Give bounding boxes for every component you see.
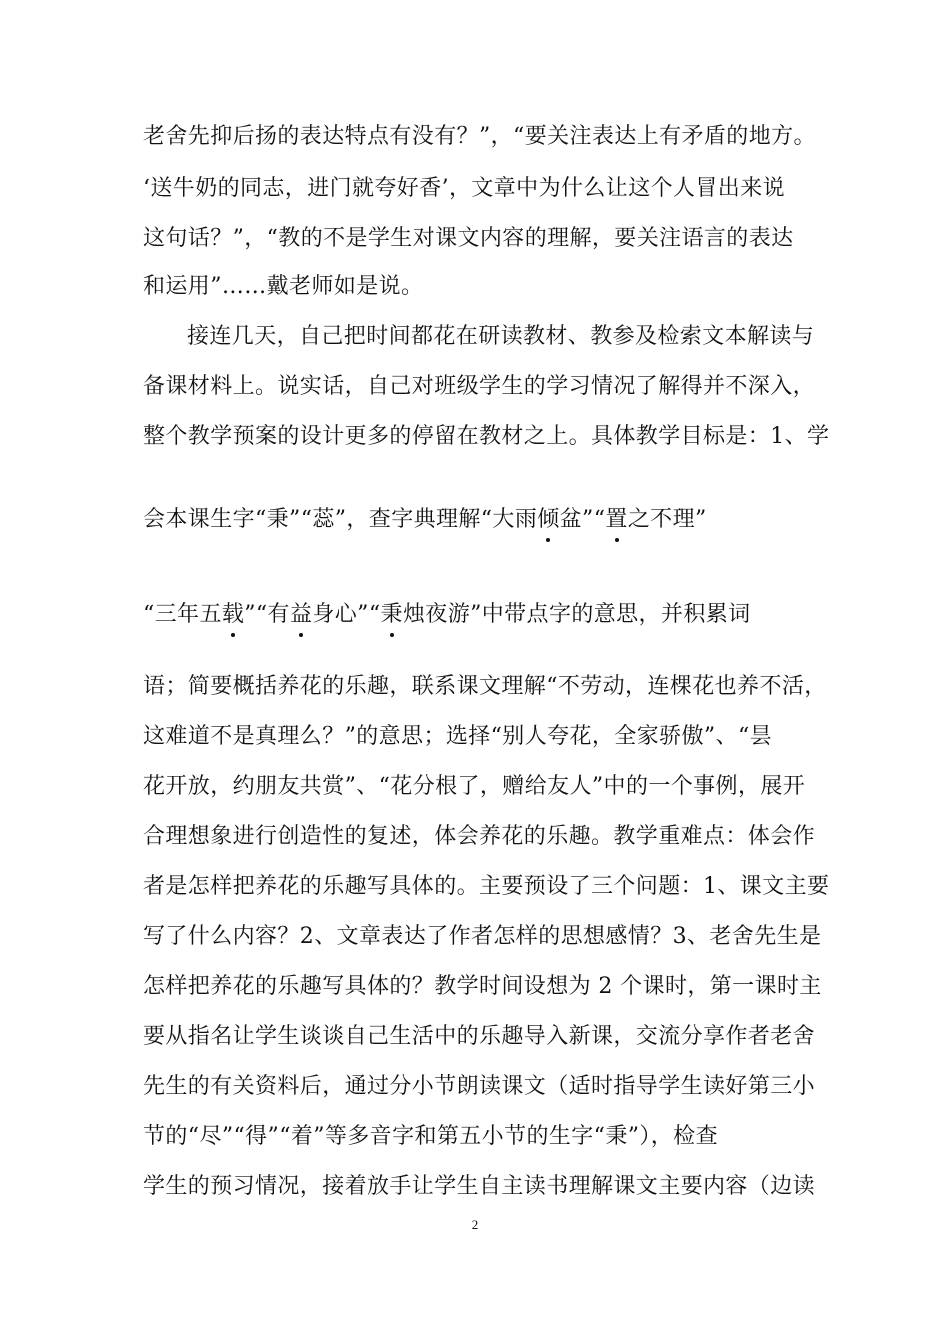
paragraph-line: 节的“尽”“得”“着”等多音字和第五小节的生字“秉”），检查 — [143, 1124, 718, 1149]
paragraph-line: 备课材料上。说实话，自己对班级学生的学习情况了解得并不深入， — [143, 374, 816, 399]
paragraph-line: 这难道不是真理么？”的意思；选择“别人夸花，全家骄傲”、“昙 — [143, 724, 772, 749]
text-run: 盆”“ — [559, 507, 606, 532]
paragraph-line: 和运用”……戴老师如是说。 — [143, 274, 424, 299]
text-run: ”“有 — [244, 602, 290, 627]
paragraph-line: 写了什么内容？2、文章表达了作者怎样的思想感情？3、老舍先生是 — [143, 924, 822, 949]
text-run: 烛夜游”中带点字的意思，并积累词 — [402, 602, 751, 627]
dotted-character: 益 — [290, 600, 312, 630]
paragraph-line: 怎样把养花的乐趣写具体的？教学时间设想为 2 个课时，第一课时主 — [143, 974, 822, 999]
paragraph-line: 老舍先抑后扬的表达特点有没有？”，“要关注表达上有矛盾的地方。 — [143, 124, 816, 149]
dotted-character: 倾 — [537, 505, 559, 535]
text-run: 会本课生字“秉”“蕊”，查字典理解“大雨 — [143, 507, 538, 532]
paragraph-line: 花开放，约朋友共赏”、“花分根了，赠给友人”中的一个事例，展开 — [143, 774, 806, 799]
paragraph-line: 合理想象进行创造性的复述，体会养花的乐趣。教学重难点：体会作 — [143, 824, 816, 849]
paragraph-line: 学生的预习情况，接着放手让学生自主读书理解课文主要内容（边读 — [143, 1174, 816, 1199]
paragraph-line: 先生的有关资料后，通过分小节朗读课文（适时指导学生读好第三小 — [143, 1074, 816, 1099]
paragraph-line: 者是怎样把养花的乐趣写具体的。主要预设了三个问题：1、课文主要 — [143, 874, 830, 899]
paragraph-line-dotted-1 — [143, 505, 823, 535]
page-number: 2 — [471, 1217, 479, 1232]
text-run: “三年五 — [143, 602, 222, 627]
paragraph-line: 要从指名让学生谈谈自己生活中的乐趣导入新课，交流分享作者老舍 — [143, 1024, 816, 1049]
paragraph-line: 这句话？”，“教的不是学生对课文内容的理解，要关注语言的表达 — [143, 226, 794, 251]
dotted-character: 置 — [605, 505, 627, 535]
text-run: 之不理” — [627, 507, 707, 532]
dotted-character: 秉 — [380, 600, 402, 630]
dotted-character: 载 — [222, 600, 244, 630]
paragraph-line: 接连几天，自己把时间都花在研读教材、教参及检索文本解读与 — [187, 324, 815, 349]
paragraph-line-dotted-2 — [143, 600, 823, 630]
text-run: 身心”“ — [312, 602, 381, 627]
paragraph-line: 语；简要概括养花的乐趣，联系课文理解“不劳动，连棵花也养不活， — [143, 674, 827, 699]
paragraph-line: ‘送牛奶的同志，进门就夸好香’，文章中为什么让这个人冒出来说 — [143, 176, 785, 201]
paragraph-line: 整个教学预案的设计更多的停留在教材之上。具体教学目标是：1、学 — [143, 424, 830, 449]
